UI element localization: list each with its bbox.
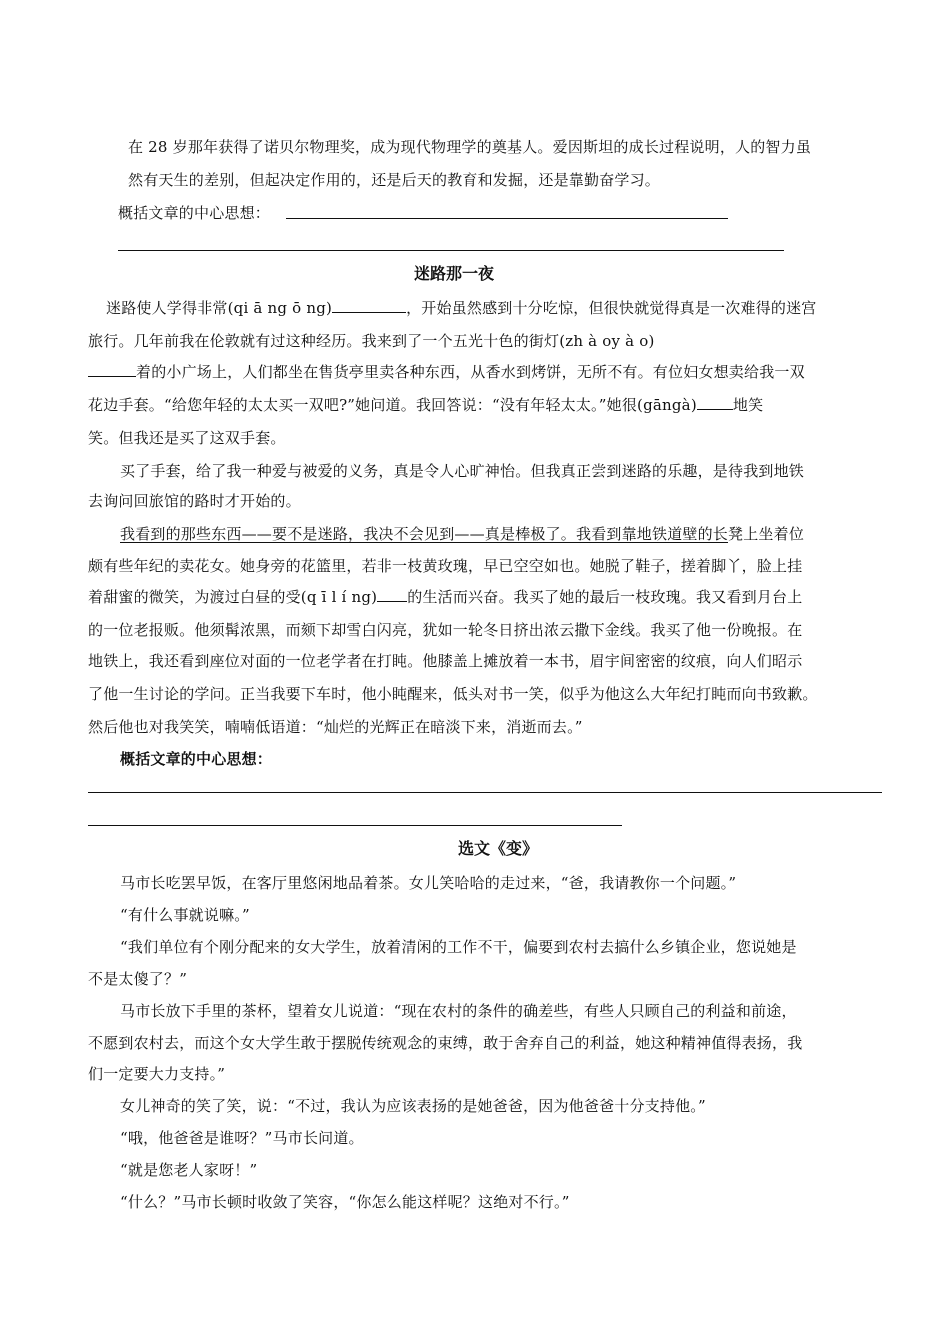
answer-line bbox=[88, 792, 882, 793]
summary-label: 概括文章的中心思想： bbox=[118, 204, 271, 222]
fill-blank bbox=[88, 362, 136, 377]
answer-line bbox=[118, 250, 784, 251]
fill-blank bbox=[697, 395, 733, 410]
paragraph-line: 在 28 岁那年获得了诺贝尔物理奖，成为现代物理学的奠基人。爱因斯坦的成长过程说明，人的智力虽 bbox=[128, 138, 812, 156]
paragraph-line: 地铁上，我还看到座位对面的一位老学者在打盹。他膝盖上摊放着一本书，眉宇间密密的纹痕，向人们昭示 bbox=[88, 652, 803, 670]
paragraph-line: 迷路使人学得非常(qi ā ng ō ng) ，开始虽然感到十分吃惊，但很快就觉得真是一次难得的迷宫 bbox=[106, 299, 817, 317]
paragraph-line: “我们单位有个刚分配来的女大学生，放着清闲的工作不干，偏要到农村去搞什么乡镇企业，您说她是 bbox=[120, 938, 797, 956]
fill-blank bbox=[377, 587, 407, 602]
summary-label: 概括文章的中心思想： bbox=[120, 750, 273, 768]
paragraph-line: “什么？”马市长顿时收敛了笑容，“你怎么能这样呢？这绝对不行。” bbox=[120, 1193, 570, 1211]
paragraph-line: 着甜蜜的微笑，为渡过白昼的受(q ī l í ng) 的生活而兴奋。我买了她的最后一枝玫瑰。我又看到月台上 bbox=[88, 588, 803, 606]
paragraph-line: 然后他也对我笑笑，喃喃低语道：“灿烂的光辉正在暗淡下来，消逝而去。” bbox=[88, 718, 583, 736]
paragraph-line: 不愿到农村去，而这个女大学生敢于摆脱传统观念的束缚，敢于舍弃自己的利益，她这种精神值得表扬，我 bbox=[88, 1034, 803, 1052]
paragraph-line: 的一位老报贩。他须髯浓黑，而颏下却雪白闪亮，犹如一轮冬日挤出浓云撒下金线。我买了他一份晚报。在 bbox=[88, 621, 803, 639]
paragraph-line: 女儿神奇的笑了笑，说：“不过，我认为应该表扬的是她爸爸，因为他爸爸十分支持他。” bbox=[120, 1097, 706, 1115]
paragraph-line: 花边手套。“给您年轻的太太买一双吧?”她问道。我回答说：“没有年轻太太。”她很(gāngà) 地笑 bbox=[88, 396, 764, 414]
paragraph-line: 颇有些年纪的卖花女。她身旁的花篮里，若非一枝黄玫瑰，早已空空如也。她脱了鞋子，搓着脚丫，脸上挂 bbox=[88, 557, 803, 575]
paragraph-line: 马市长放下手里的茶杯，望着女儿说道：“现在农村的条件的确差些，有些人只顾自己的利益和前途， bbox=[120, 1002, 797, 1020]
paragraph-line: 旅行。几年前我在伦敦就有过这种经历。我来到了一个五光十色的街灯(zh à oy à o) bbox=[88, 332, 655, 350]
paragraph-line: 买了手套，给了我一种爱与被爱的义务，真是令人心旷神怡。但我真正尝到迷路的乐趣，是待我到地铁 bbox=[120, 462, 805, 480]
fill-blank bbox=[332, 298, 406, 313]
underlined-sentence: 我看到的那些东西——要不是迷路，我决不会见到——真是棒极了。我看到靠地铁道壁的长 bbox=[120, 525, 729, 543]
paragraph-line: 笑。但我还是买了这双手套。 bbox=[88, 429, 286, 447]
paragraph-line: “哦，他爸爸是谁呀？”马市长问道。 bbox=[120, 1129, 364, 1147]
paragraph-line: 我看到的那些东西——要不是迷路，我决不会见到——真是棒极了。我看到靠地铁道壁的长凳上坐着位 bbox=[120, 525, 805, 543]
answer-line bbox=[286, 218, 728, 219]
paragraph-line: “有什么事就说嘛。” bbox=[120, 906, 250, 924]
paragraph-line: “就是您老人家呀！” bbox=[120, 1161, 258, 1179]
paragraph-line: 了他一生讨论的学问。正当我要下车时，他小盹醒来，低头对书一笑，似乎为他这么大年纪打盹而向书致歉。 bbox=[88, 685, 818, 703]
paragraph-line: 不是太傻了？” bbox=[88, 970, 188, 988]
section-title: 选文《变》 bbox=[458, 839, 539, 858]
paragraph-line: 马市长吃罢早饭，在客厅里悠闲地品着茶。女儿笑哈哈的走过来，“爸，我请教你一个问题。” bbox=[120, 874, 737, 892]
paragraph-line: 去询问回旅馆的路时才开始的。 bbox=[88, 492, 301, 510]
paragraph-line: 然有天生的差别，但起决定作用的，还是后天的教育和发掘，还是靠勤奋学习。 bbox=[128, 171, 661, 189]
paragraph-line: 着的小广场上，人们都坐在售货亭里卖各种东西，从香水到烤饼，无所不有。有位妇女想卖给我一双 bbox=[88, 362, 805, 382]
answer-line bbox=[88, 825, 622, 826]
section-title: 迷路那一夜 bbox=[414, 264, 495, 283]
paragraph-line: 们一定要大力支持。” bbox=[88, 1065, 226, 1083]
